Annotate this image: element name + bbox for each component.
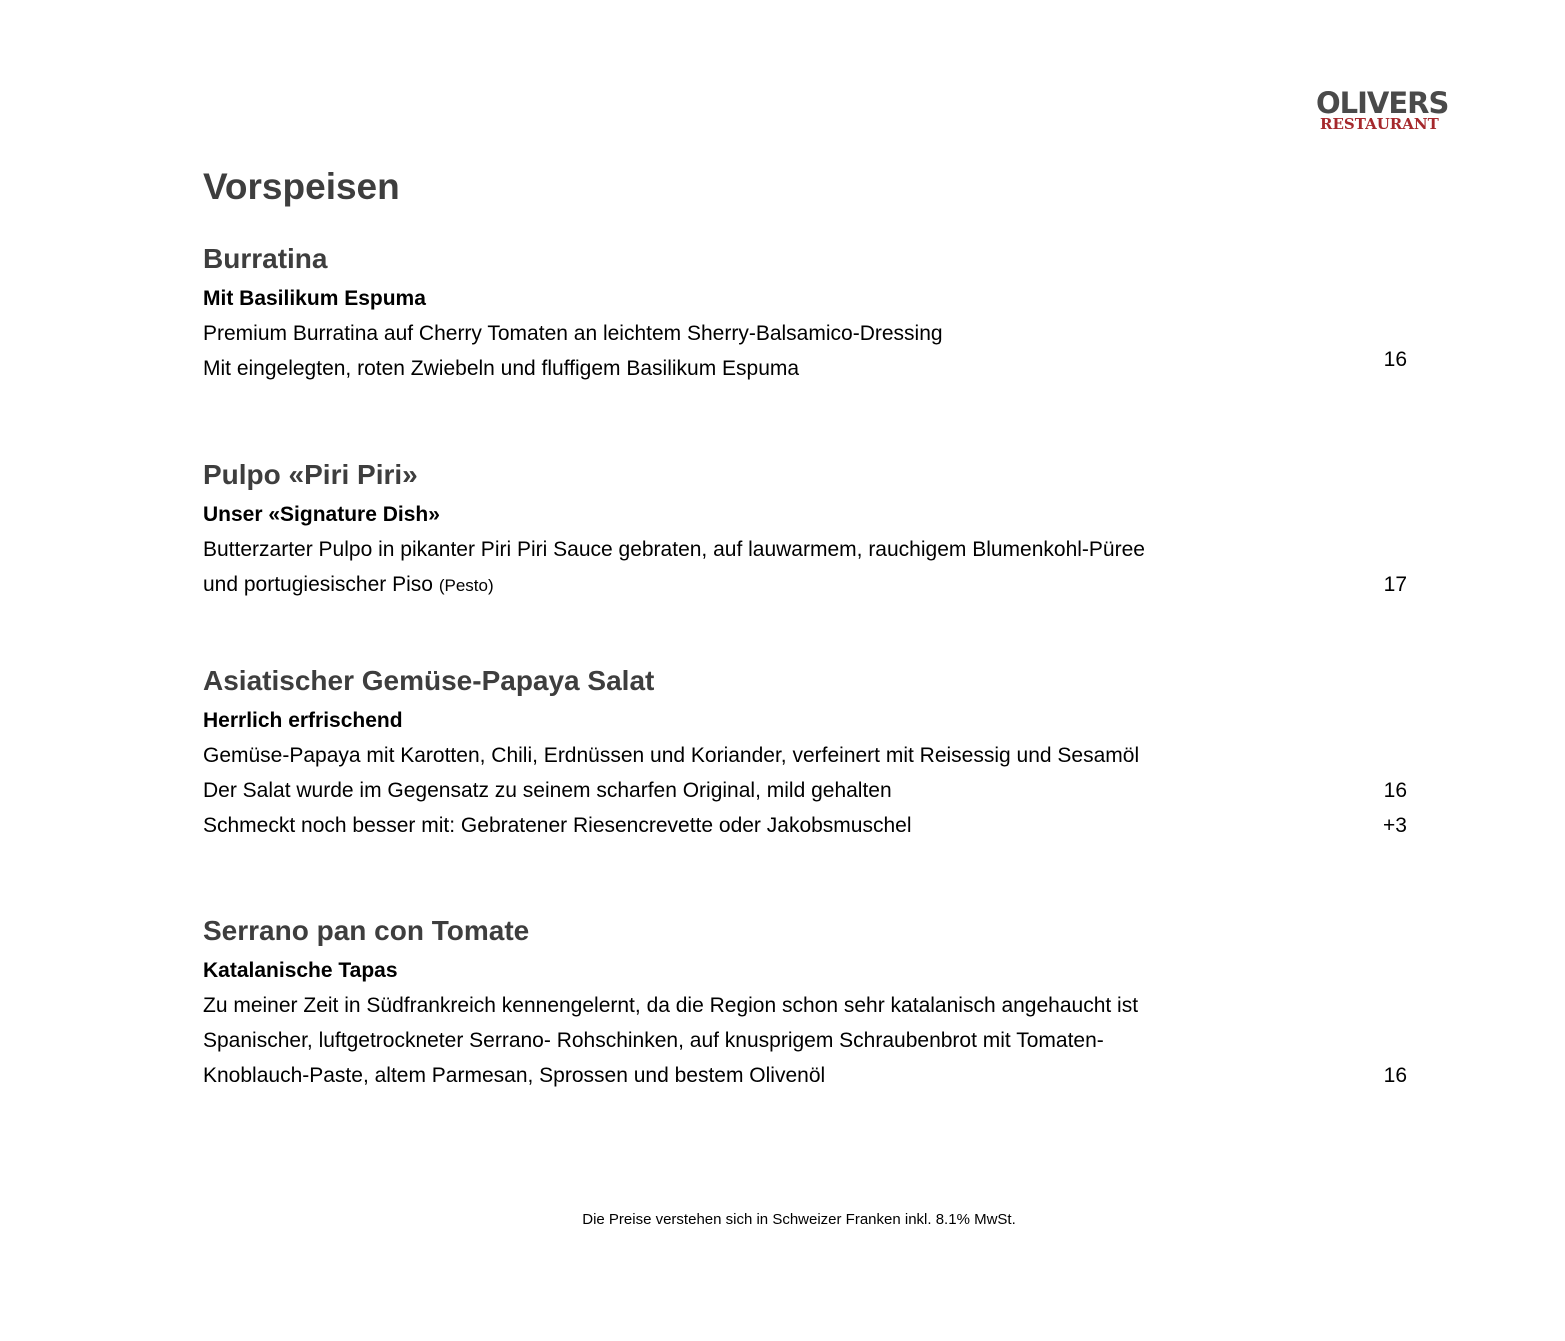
dish-extra-price: +3 <box>1383 814 1407 837</box>
dish-subtitle: Mit Basilikum Espuma <box>203 287 426 310</box>
menu-item-pulpo <box>203 458 1413 602</box>
restaurant-logo <box>1316 86 1449 134</box>
dish-description-line: Mit eingelegten, roten Zwiebeln und fluffigem Basilikum Espuma <box>203 357 800 380</box>
dish-description-line: Premium Burratina auf Cherry Tomaten an leichtem Sherry-Balsamico-Dressing <box>203 322 943 345</box>
dish-description-line: Spanischer, luftgetrockneter Serrano- Rohschinken, auf knusprigem Schraubenbrot mit Tomaten- <box>203 1029 1104 1052</box>
dish-subtitle: Katalanische Tapas <box>203 959 398 982</box>
dish-name: Serrano pan con Tomate <box>203 915 530 946</box>
dish-price: 16 <box>1383 779 1407 802</box>
menu-item-papaya-salat <box>203 664 1413 843</box>
dish-description-line: Knoblauch-Paste, altem Parmesan, Sprossen und bestem Olivenöl 16 <box>203 1058 1413 1093</box>
menu-item-burratina <box>203 242 1413 386</box>
dish-name: Burratina <box>203 243 328 274</box>
dish-description-line: Schmeckt noch besser mit: Gebratener Riesencrevette oder Jakobsmuschel +3 <box>203 808 1413 843</box>
dish-description-line: Zu meiner Zeit in Südfrankreich kennengelernt, da die Region schon sehr katalanisch angehaucht ist <box>203 994 1139 1017</box>
dish-description-line: Butterzarter Pulpo in pikanter Piri Piri Sauce gebraten, auf lauwarmem, rauchigem Blumenkohl-Püree <box>203 538 1145 561</box>
dish-name: Pulpo «Piri Piri» <box>203 459 418 490</box>
dish-price: 16 <box>1383 1064 1407 1087</box>
dish-description-line: und portugiesischer Piso (Pesto) 17 <box>203 567 1413 602</box>
dish-subtitle: Unser «Signature Dish» <box>203 503 440 526</box>
logo-subtitle: RESTAURANT <box>1320 115 1439 133</box>
menu-item-serrano <box>203 914 1413 1093</box>
price-footnote: Die Preise verstehen sich in Schweizer Franken inkl. 8.1% MwSt. <box>582 1211 1016 1228</box>
dish-subtitle: Herrlich erfrischend <box>203 709 403 732</box>
dish-price: 16 <box>1383 348 1407 371</box>
dish-price: 17 <box>1383 573 1407 596</box>
dish-name: Asiatischer Gemüse-Papaya Salat <box>203 665 655 696</box>
logo-wordmark: OLIVERS <box>1316 86 1449 120</box>
dish-description-line: Gemüse-Papaya mit Karotten, Chili, Erdnüssen und Koriander, verfeinert mit Reisessig und Sesamöl <box>203 744 1140 767</box>
page-title: Vorspeisen <box>203 166 400 207</box>
dish-note: (Pesto) <box>438 576 494 595</box>
dish-description-line: Der Salat wurde im Gegensatz zu seinem scharfen Original, mild gehalten 16 <box>203 773 1413 808</box>
